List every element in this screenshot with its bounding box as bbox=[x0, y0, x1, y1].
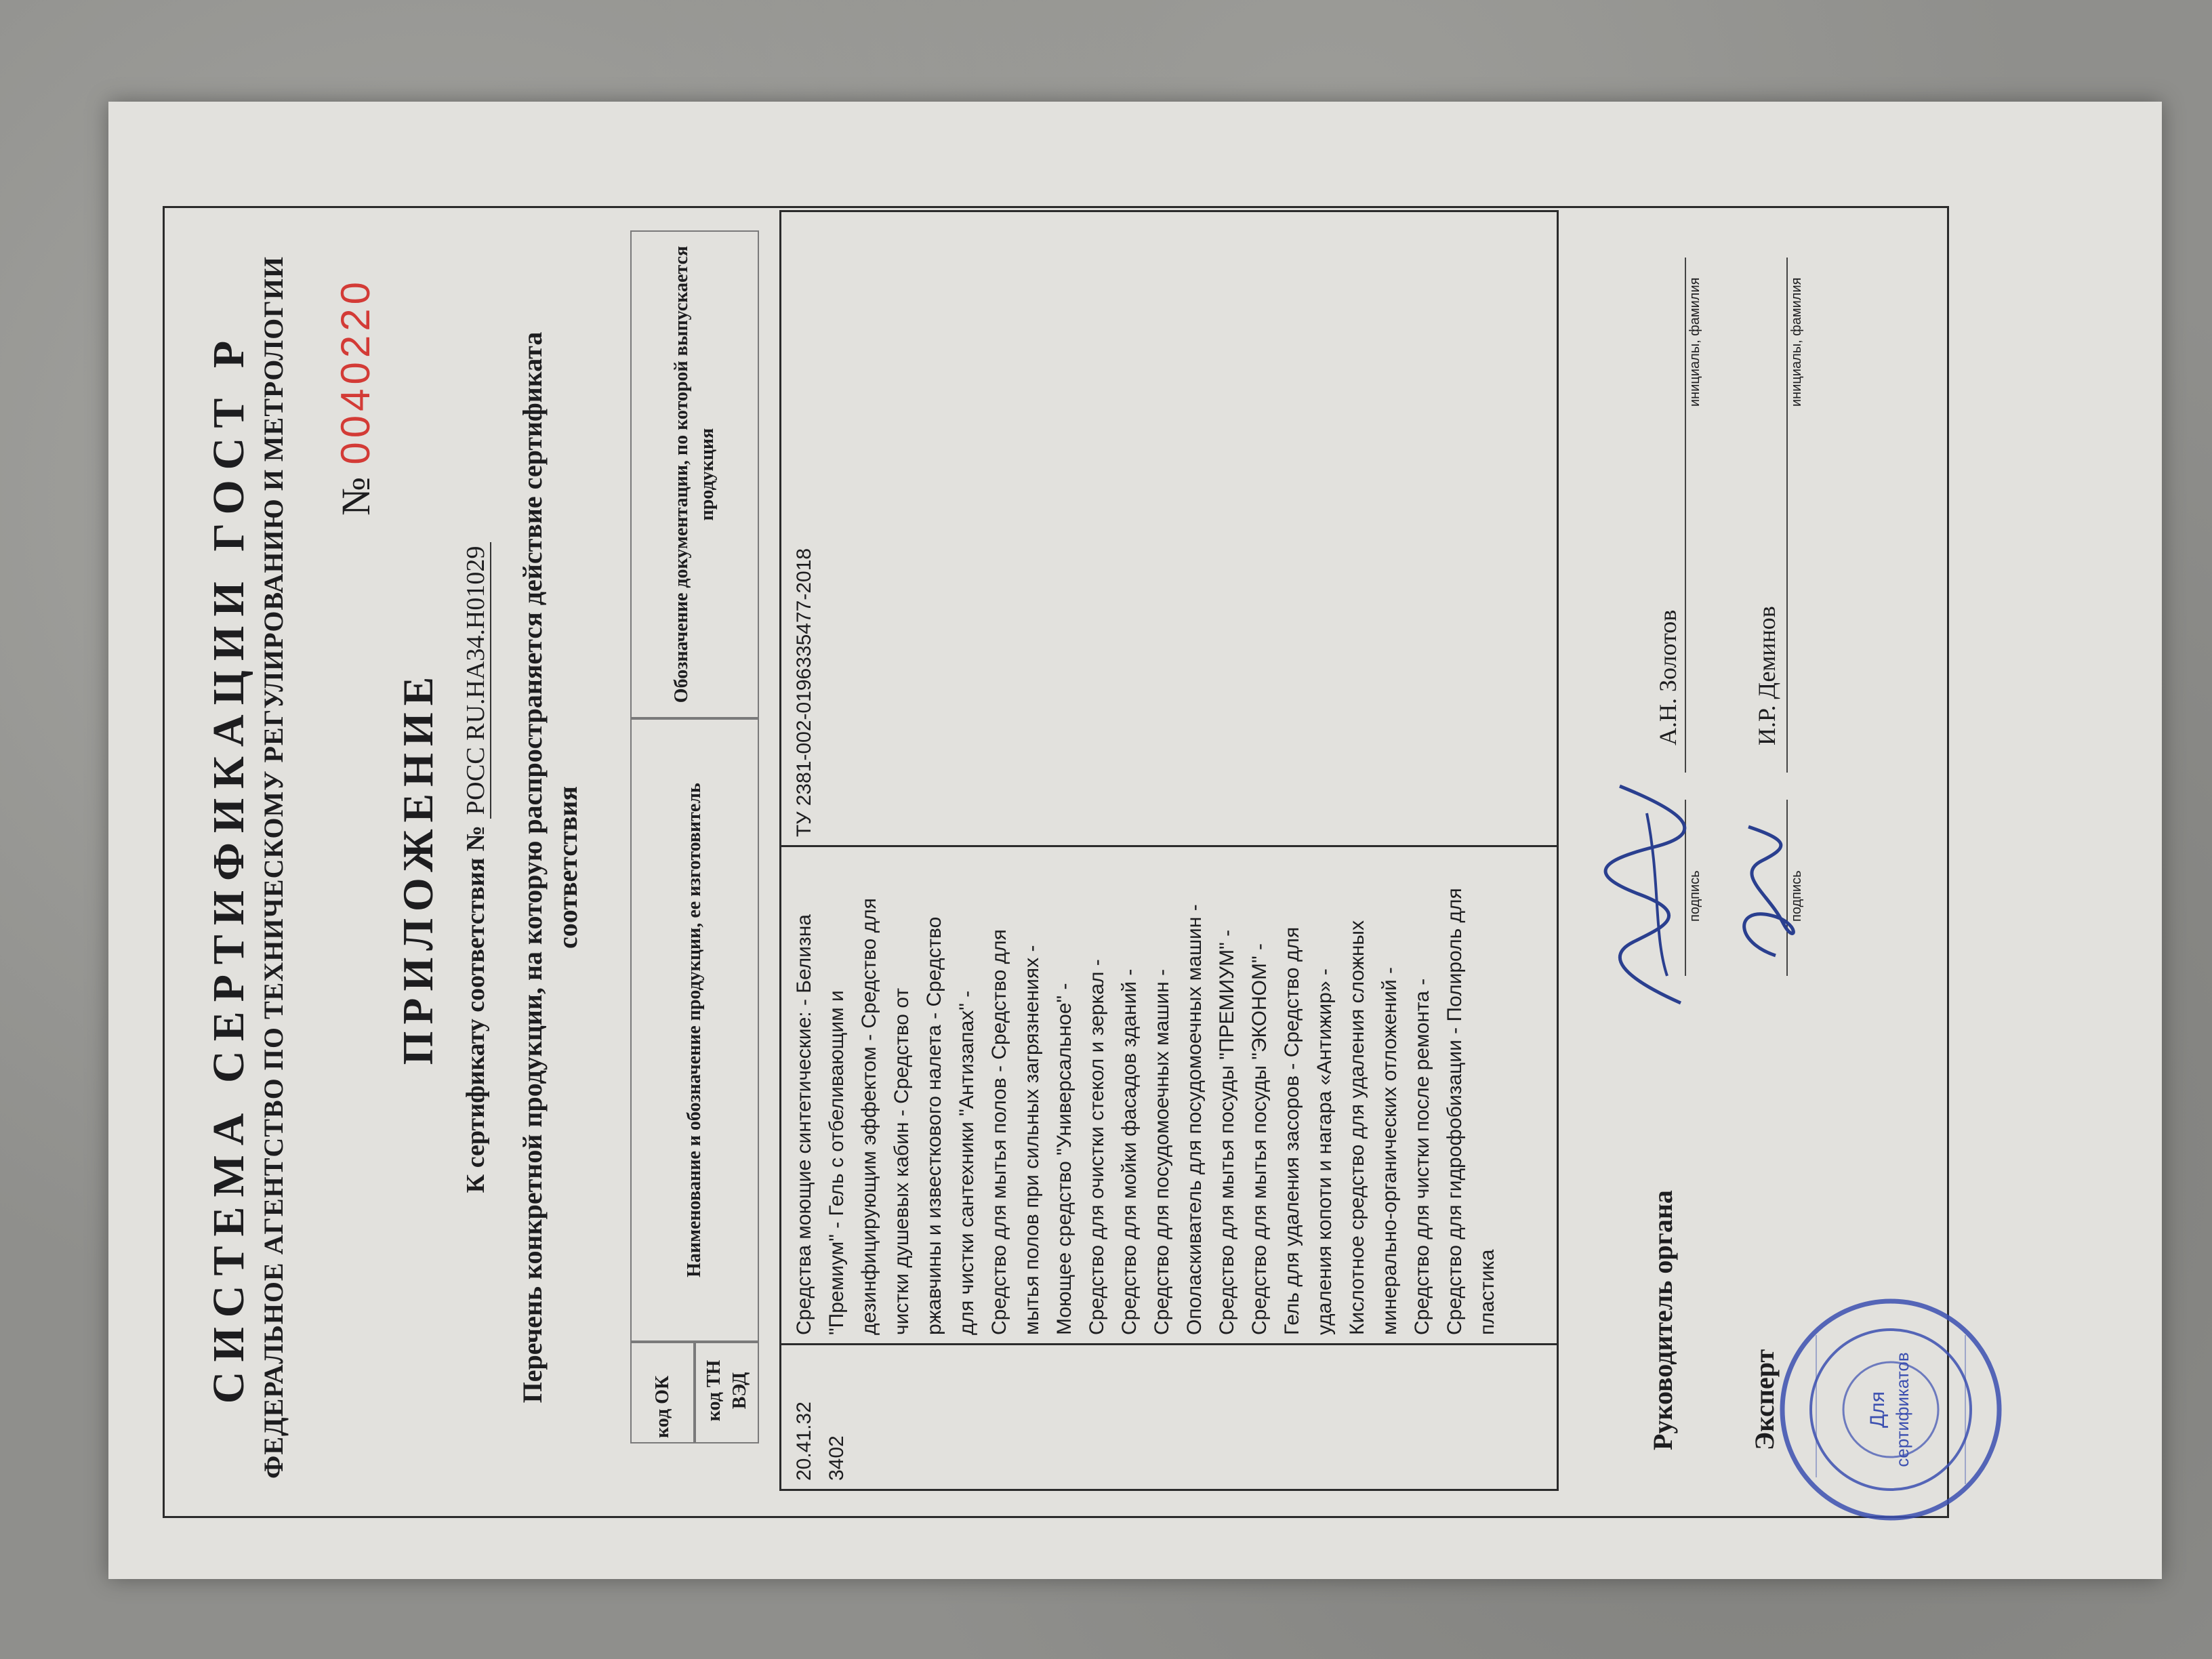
description-line: ржавчины и известкового налета - Средство bbox=[923, 916, 945, 1335]
header-code-tnved: код ТН ВЭД bbox=[695, 1342, 759, 1443]
certificate-annex-document bbox=[108, 190, 1992, 1545]
header-documentation: Обозначение документации, по которой выпускается продукция bbox=[630, 230, 759, 718]
description-line: Средства моющие синтетические: - Белизна bbox=[793, 914, 815, 1335]
description-line: пластика bbox=[1476, 1249, 1498, 1335]
description-line: Средство для мытья посуды "ЭКОНОМ" - bbox=[1248, 943, 1271, 1335]
description-line: Гель для удаления засоров - Средство для bbox=[1281, 926, 1303, 1335]
expert-signature-caption: подпись bbox=[1789, 870, 1804, 922]
expert-name-line bbox=[1786, 258, 1788, 773]
description-line: Кислотное средство для удаления сложных bbox=[1346, 920, 1368, 1335]
stamp-text-1: Для bbox=[1866, 1391, 1889, 1429]
header-code-ok: код ОК bbox=[630, 1342, 695, 1443]
head-name: А.Н. Золотов bbox=[1654, 609, 1681, 745]
cell-codes bbox=[781, 1343, 1557, 1489]
cell-description bbox=[781, 845, 1557, 1343]
expert-name-caption: инициалы, фамилия bbox=[1789, 277, 1804, 407]
head-signature-caption: подпись bbox=[1687, 870, 1702, 922]
system-title: СИСТЕМА СЕРТИФИКАЦИИ ГОСТ Р bbox=[204, 331, 253, 1404]
description-line: Средство для мойки фасадов зданий - bbox=[1118, 968, 1141, 1335]
description-line: Средство для гидрофобизации - Полироль для bbox=[1443, 888, 1466, 1335]
code-ok-value: 20.41.32 bbox=[793, 1401, 815, 1481]
head-name-caption: инициалы, фамилия bbox=[1687, 277, 1702, 407]
description-line: Средство для очистки стекол и зеркал - bbox=[1086, 959, 1108, 1335]
certificate-reference bbox=[461, 190, 491, 1545]
head-signature-autograph bbox=[1593, 773, 1708, 1017]
description-line: Средство для мытья посуды "ПРЕМИУМ" - bbox=[1216, 929, 1238, 1335]
code-tnved-value: 3402 bbox=[825, 1435, 848, 1481]
annex-title: ПРИЛОЖЕНИЕ bbox=[394, 670, 442, 1065]
description-line: Моющее средство "Универсальное" - bbox=[1053, 983, 1076, 1335]
header-product-name: Наименование и обозначение продукции, ее изготовитель bbox=[630, 718, 759, 1342]
signatures-block bbox=[1620, 217, 1837, 1450]
expert-name: И.Р. Деминов bbox=[1753, 606, 1780, 745]
description-line: минерально-органических отложений - bbox=[1378, 966, 1401, 1335]
list-title: Перечень конкретной продукции, на которую распространяется действие сертификата соответствия bbox=[517, 331, 583, 1404]
table-body bbox=[779, 210, 1559, 1491]
description-line: дезинфицирующим эффектом - Средство для bbox=[858, 898, 880, 1335]
head-label: Руководитель органа bbox=[1647, 1190, 1678, 1450]
cell-doc-ref bbox=[781, 211, 1557, 845]
form-number bbox=[332, 278, 380, 516]
agency-title: ФЕДЕРАЛЬНОЕ АГЕНТСТВО ПО ТЕХНИЧЕСКОМУ РЕГУЛИРОВАНИЮ И МЕТРОЛОГИИ bbox=[258, 256, 289, 1479]
description-line: чистки душевых кабин - Средство от bbox=[890, 987, 913, 1335]
official-stamp bbox=[1776, 1294, 2006, 1525]
cert-number: РОСС RU.НА34.Н01029 bbox=[462, 542, 491, 819]
expert-label: Эксперт bbox=[1749, 1349, 1780, 1450]
description-line: Ополаскиватель для посудомоечных машин - bbox=[1183, 904, 1206, 1335]
description-line: Средство для чистки после ремонта - bbox=[1411, 978, 1433, 1335]
description-line: "Премиум" - Гель с отбеливающим и bbox=[825, 990, 848, 1335]
cert-prefix: К сертификату соответствия № bbox=[462, 825, 490, 1193]
expert-signature-autograph bbox=[1721, 813, 1803, 976]
description-line: Средство для посудомоечных машин - bbox=[1151, 968, 1173, 1335]
description-line: для чистки сантехники "Антизапах" - bbox=[956, 990, 978, 1335]
head-name-line bbox=[1685, 258, 1686, 773]
doc-ref-value: ТУ 2381-002-0196335477-2018 bbox=[793, 548, 815, 837]
description-line: мытья полов при сильных загрязнениях - bbox=[1021, 945, 1043, 1335]
stamp-text-2: сертификатов bbox=[1892, 1352, 1912, 1467]
description-line: удаления копоти и нагара «Антижир» - bbox=[1313, 968, 1336, 1335]
number-prefix: № bbox=[333, 475, 378, 516]
number-value: 0040220 bbox=[333, 278, 378, 465]
description-line: Средство для мытья полов - Средство для bbox=[988, 929, 1010, 1335]
